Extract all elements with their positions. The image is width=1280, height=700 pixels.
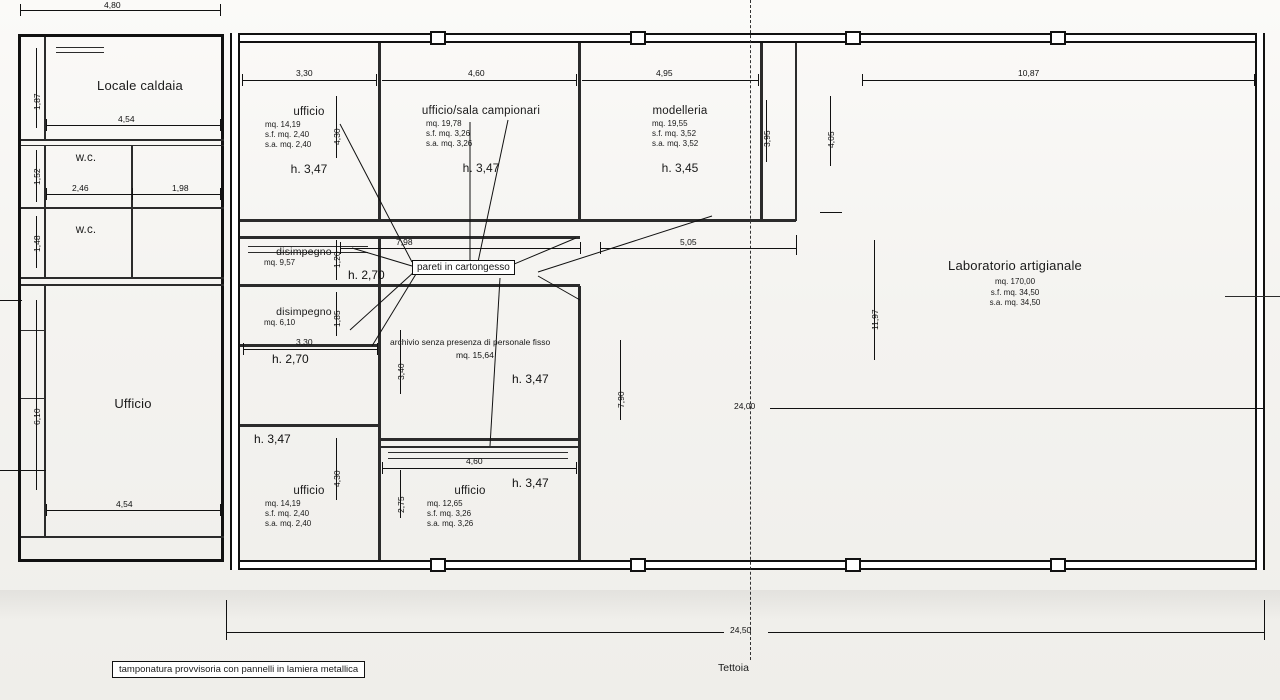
wall-ufficio-left-top	[21, 284, 224, 286]
dim-340: 3,40	[396, 363, 406, 380]
dim-275: 2,75	[396, 496, 406, 513]
room-sa-modelleria: s.a. mq. 3,52	[652, 139, 699, 149]
paper-smudge	[0, 590, 1280, 620]
room-name-modelleria: modelleria	[652, 105, 708, 117]
partition-v-disimpegno-right	[378, 236, 381, 346]
tick-454a-l	[46, 119, 47, 131]
dimline-495-top	[582, 80, 758, 81]
dim-460-bot: 4,60	[466, 456, 483, 466]
tick-2400-r	[1264, 400, 1265, 416]
room-label-ufficio-1	[243, 106, 375, 176]
room-name-disimpegno-2: disimpegno	[276, 306, 332, 318]
room-height-disimpegno-2: h. 2,70	[272, 352, 309, 366]
room-area-modelleria: mq. 19,55	[652, 118, 688, 128]
room-label-laboratorio	[900, 258, 1130, 308]
tick-330m-r	[377, 343, 378, 355]
dimline-505	[600, 248, 796, 249]
room-name-ufficio-2: ufficio	[293, 485, 325, 497]
room-label-wc-1	[56, 152, 116, 166]
dim-430-bot: 4,30	[332, 470, 342, 487]
pillar-bottom-1	[430, 558, 446, 572]
detail-window-3	[388, 452, 568, 453]
window-left-1	[21, 330, 45, 331]
dim-430-top: 4,30	[332, 128, 342, 145]
tick-480-r	[220, 4, 221, 16]
room-label-modelleria	[600, 105, 760, 175]
wall-caldaia-bottom	[21, 139, 224, 141]
tick-454b-r	[220, 504, 221, 516]
partition-h-ufficio3-top2	[378, 446, 581, 448]
partition-h-modelleria-bottom	[580, 219, 796, 222]
room-sa-ufficio-3: s.a. mq. 3,26	[427, 519, 474, 529]
pillar-top-3	[845, 31, 861, 45]
dimline-1087	[862, 80, 1254, 81]
wall-main-right	[1255, 33, 1265, 570]
dimline-2400-r	[770, 408, 1264, 409]
dimline-454-a	[46, 125, 220, 126]
wall-ufficio-left-bottom	[21, 536, 224, 538]
tick-405-b	[820, 212, 842, 213]
room-label-ufficio-sx	[78, 396, 188, 411]
dimline-1197	[874, 240, 875, 360]
tick-330t-r	[376, 74, 377, 86]
room-label-sala-campionari	[386, 105, 576, 175]
tick-454a-r	[220, 119, 221, 131]
wall-wc-vert-1	[44, 145, 46, 277]
tick-left-edge-mid	[0, 300, 22, 301]
tick-798-r	[580, 242, 581, 254]
tick-480-l	[20, 4, 21, 16]
room-name-wc-1: w.c.	[75, 152, 97, 164]
pillar-top-2	[630, 31, 646, 45]
room-area-ufficio-2: mq. 14,19	[265, 498, 301, 508]
room-height-corridoio: h. 3,47	[254, 432, 291, 446]
label-tettoia: Tettoia	[718, 662, 749, 674]
room-area-disimpegno-1: mq. 9,57	[264, 258, 296, 268]
dimline-460-top	[382, 80, 576, 81]
room-area-ufficio-3: mq. 12,65	[427, 498, 463, 508]
tick-left-edge-low	[0, 470, 46, 471]
room-name-disimpegno-1: disimpegno	[276, 246, 332, 258]
tick-505-l	[600, 242, 601, 254]
tick-495t-r	[758, 74, 759, 86]
dim-2400: 24,00	[734, 401, 756, 411]
partition-h-archivio-bottom	[240, 424, 381, 427]
partition-h-ufficio3-top	[378, 438, 581, 441]
dim-480: 4,80	[104, 0, 121, 10]
room-label-locale-caldaia	[60, 78, 220, 93]
dimline-480	[20, 10, 220, 11]
tick-330t-l	[242, 74, 243, 86]
dimline-330-top	[242, 80, 376, 81]
partition-h-disimpegno-mid	[240, 284, 580, 287]
room-sf-ufficio-3: s.f. mq. 3,26	[427, 508, 472, 518]
dim-405: 4,05	[826, 131, 836, 148]
partition-h-top-rooms-bottom	[240, 219, 580, 222]
room-name-sala-campionari: ufficio/sala campionari	[421, 105, 541, 117]
dim-610: 6,10	[32, 408, 42, 425]
room-name-ufficio-sx: Ufficio	[114, 396, 152, 411]
dim-505: 5,05	[680, 237, 697, 247]
room-area-sala: mq. 19,78	[426, 118, 462, 128]
wall-main-bottom	[230, 560, 1265, 570]
tick-2450-r	[1264, 600, 1265, 640]
partition-v-ufficio1-right	[378, 43, 381, 221]
dimline-798	[340, 248, 580, 249]
dimline-610	[36, 300, 37, 490]
dim-246: 2,46	[72, 183, 89, 193]
dim-395: 3,95	[762, 130, 772, 147]
dim-798: 7,98	[396, 237, 413, 247]
partition-v-sala-right	[578, 43, 581, 221]
tick-505-r	[796, 235, 797, 255]
wall-main-left	[230, 33, 240, 570]
dimline-198	[133, 194, 221, 195]
room-sa-sala: s.a. mq. 3,26	[426, 139, 473, 149]
tick-1087-r	[1254, 74, 1255, 86]
room-area-ufficio-1: mq. 14,19	[265, 119, 301, 129]
room-label-disimpegno-1	[244, 246, 364, 269]
dim-187: 1,87	[32, 93, 42, 110]
tick-460b-l	[382, 462, 383, 474]
room-name-locale-caldaia: Locale caldaia	[97, 78, 183, 93]
dim-454-b: 4,54	[116, 499, 133, 509]
tick-460t-r	[576, 74, 577, 86]
room-sf-ufficio-2: s.f. mq. 2,40	[265, 508, 310, 518]
dim-330-mid: 3,30	[296, 337, 313, 347]
partition-v-tettoia-edge	[795, 43, 797, 221]
dim-152: 1,52	[32, 168, 42, 185]
room-area-disimpegno-2: mq. 6,10	[264, 318, 296, 328]
tick-198-r	[220, 188, 221, 200]
dimline-187	[36, 48, 37, 128]
room-height-disimpegno-1: h. 2,70	[348, 268, 385, 282]
room-height-archivio: h. 3,47	[512, 372, 549, 386]
room-name-ufficio-3: ufficio	[454, 485, 486, 497]
callout-pareti-cartongesso: pareti in cartongesso	[412, 260, 515, 275]
wall-wc-mid	[21, 207, 224, 209]
pillar-top-4	[1050, 31, 1066, 45]
pillar-bottom-4	[1050, 558, 1066, 572]
dim-198: 1,98	[172, 183, 189, 193]
room-sa-laboratorio: s.a. mq. 34,50	[989, 297, 1041, 307]
wall-left-inner-vertical	[221, 34, 224, 562]
dim-185: 1,85	[332, 310, 342, 327]
room-sa-ufficio-1: s.a. mq. 2,40	[265, 140, 312, 150]
dim-148: 1,48	[32, 235, 42, 252]
room-label-wc-2	[56, 224, 116, 238]
room-height-sala: h. 3,47	[462, 161, 500, 176]
partition-v-archivio-right	[578, 286, 581, 560]
window-left-2	[21, 398, 45, 399]
room-area-laboratorio: mq. 170,00	[994, 277, 1036, 287]
dim-2450: 24,50	[730, 625, 752, 635]
room-name-ufficio-1: ufficio	[293, 106, 325, 118]
room-name-wc-2: w.c.	[75, 224, 97, 236]
dim-1087: 10,87	[1018, 68, 1040, 78]
tick-246-l	[46, 188, 47, 200]
tick-1087-l	[862, 74, 863, 86]
bottom-note-tamponatura: tamponatura provvisoria con pannelli in lamiera metallica	[112, 661, 365, 678]
room-label-ufficio-3	[405, 485, 535, 529]
dim-790: 7,90	[616, 391, 626, 408]
room-height-ufficio-1: h. 3,47	[290, 162, 328, 177]
dimline-246	[46, 194, 132, 195]
room-sf-laboratorio: s.f. mq. 34,50	[990, 287, 1040, 297]
wall-left-bottom	[18, 559, 224, 562]
dim-1197: 11,97	[870, 309, 880, 330]
tick-330m-l	[243, 343, 244, 355]
pillar-bottom-2	[630, 558, 646, 572]
wall-main-top	[230, 33, 1265, 43]
room-label-ufficio-2	[243, 485, 375, 529]
room-name-laboratorio: Laboratorio artigianale	[948, 258, 1082, 273]
archivio-note: archivio senza presenza di personale fisso	[390, 337, 551, 347]
wall-ufficio-left-vert	[44, 286, 46, 536]
dimline-2450	[226, 632, 724, 633]
partition-v-ufficio3-left	[378, 440, 381, 560]
room-sf-sala: s.f. mq. 3,26	[426, 128, 471, 138]
detail-lab-opening	[1225, 296, 1280, 297]
door-caldaia-sill2	[56, 52, 104, 53]
room-sa-ufficio-2: s.a. mq. 2,40	[265, 519, 312, 529]
dim-454-a: 4,54	[118, 114, 135, 124]
door-caldaia-sill	[56, 47, 104, 48]
room-height-ufficio-3: h. 3,47	[512, 476, 549, 490]
room-label-disimpegno-2	[244, 306, 364, 329]
room-area-archivio: mq. 15,64	[456, 350, 494, 360]
wall-wc-bottom	[21, 277, 224, 279]
dim-495-top: 4,95	[656, 68, 673, 78]
dim-330-top: 3,30	[296, 68, 313, 78]
dimline-460-bot	[382, 468, 576, 469]
tick-460b-r	[576, 462, 577, 474]
tick-454b-l	[46, 504, 47, 516]
tick-2450-l	[226, 600, 227, 640]
dim-460-top: 4,60	[468, 68, 485, 78]
wall-left-top	[18, 34, 224, 37]
dimline-330-mid	[243, 349, 377, 350]
wall-wc-top	[21, 145, 224, 146]
axis-tettoia	[750, 0, 751, 660]
dimline-2450-b	[768, 632, 1264, 633]
dim-120: 1,20	[332, 251, 342, 268]
pillar-bottom-3	[845, 558, 861, 572]
room-sf-modelleria: s.f. mq. 3,52	[652, 128, 697, 138]
wall-left-outer-vertical	[18, 34, 21, 562]
pillar-top-1	[430, 31, 446, 45]
room-sf-ufficio-1: s.f. mq. 2,40	[265, 129, 310, 139]
wall-wc-vert-3	[131, 209, 133, 277]
room-height-modelleria: h. 3,45	[661, 161, 699, 176]
dimline-454-b	[46, 510, 220, 511]
